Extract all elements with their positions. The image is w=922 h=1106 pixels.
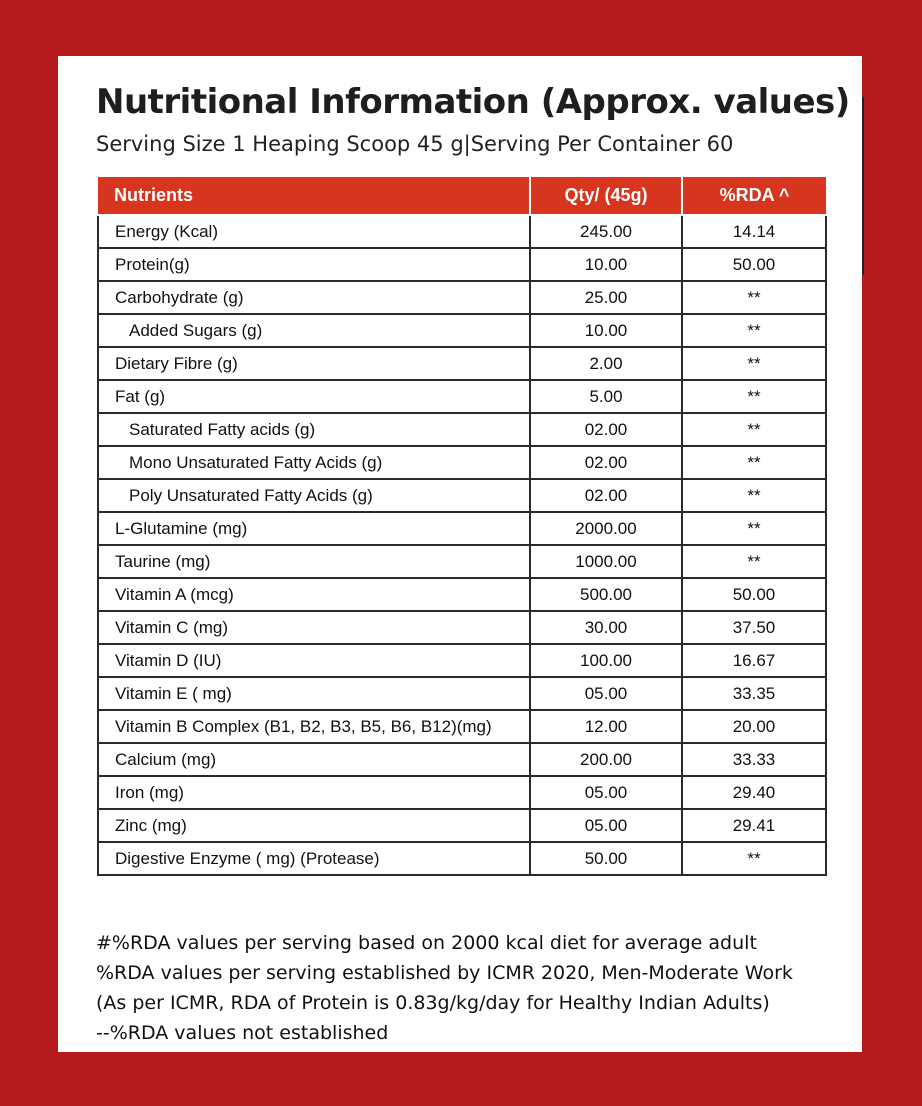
- nutrient-qty: 10.00: [530, 314, 682, 347]
- header-qty: Qty/ (45g): [530, 176, 682, 215]
- table-row: [98, 644, 826, 677]
- nutrient-name: Carbohydrate (g): [98, 281, 530, 314]
- nutrition-card: [58, 56, 862, 1052]
- nutrient-name: Calcium (mg): [98, 743, 530, 776]
- nutrient-name: Added Sugars (g): [98, 314, 530, 347]
- nutrient-name: Vitamin C (mg): [98, 611, 530, 644]
- serving-info: Serving Size 1 Heaping Scoop 45 g|Serving Per Container 60: [96, 132, 734, 156]
- nutrient-rda: 37.50: [682, 611, 826, 644]
- table-row: [98, 776, 826, 809]
- nutrient-qty: 500.00: [530, 578, 682, 611]
- nutrient-qty: 10.00: [530, 248, 682, 281]
- footnote-line: --%RDA values not established: [96, 1022, 389, 1044]
- table-row: [98, 380, 826, 413]
- nutrient-qty: 50.00: [530, 842, 682, 875]
- nutrient-rda: 29.40: [682, 776, 826, 809]
- nutrient-rda: **: [682, 347, 826, 380]
- nutrient-rda: **: [682, 281, 826, 314]
- table-row: [98, 215, 826, 248]
- nutrient-qty: 245.00: [530, 215, 682, 248]
- table-row: [98, 545, 826, 578]
- nutrient-rda: **: [682, 314, 826, 347]
- nutrient-name: Energy (Kcal): [98, 215, 530, 248]
- nutrient-qty: 100.00: [530, 644, 682, 677]
- nutrient-name: Digestive Enzyme ( mg) (Protease): [98, 842, 530, 875]
- nutrient-qty: 12.00: [530, 710, 682, 743]
- nutrient-qty: 02.00: [530, 479, 682, 512]
- nutrient-name: Iron (mg): [98, 776, 530, 809]
- nutrient-qty: 05.00: [530, 809, 682, 842]
- nutrient-qty: 1000.00: [530, 545, 682, 578]
- table-row: [98, 677, 826, 710]
- table-row: [98, 578, 826, 611]
- nutrient-name: Vitamin E ( mg): [98, 677, 530, 710]
- nutrient-name: Taurine (mg): [98, 545, 530, 578]
- nutrient-qty: 05.00: [530, 776, 682, 809]
- nutrient-qty: 2.00: [530, 347, 682, 380]
- nutrient-rda: 20.00: [682, 710, 826, 743]
- nutrient-name: Poly Unsaturated Fatty Acids (g): [98, 479, 530, 512]
- nutrient-name: Dietary Fibre (g): [98, 347, 530, 380]
- table-row: [98, 842, 826, 875]
- nutrient-rda: **: [682, 413, 826, 446]
- footnotes: [96, 928, 793, 1048]
- nutrient-rda: 50.00: [682, 248, 826, 281]
- table-row: [98, 611, 826, 644]
- nutrient-qty: 30.00: [530, 611, 682, 644]
- nutrient-name: Vitamin A (mcg): [98, 578, 530, 611]
- table-row: [98, 413, 826, 446]
- table-row: [98, 809, 826, 842]
- nutrient-rda: 33.33: [682, 743, 826, 776]
- nutrient-rda: 50.00: [682, 578, 826, 611]
- nutrient-name: Fat (g): [98, 380, 530, 413]
- table-body: [98, 215, 826, 875]
- nutrient-name: L-Glutamine (mg): [98, 512, 530, 545]
- table-row: [98, 479, 826, 512]
- nutrition-table: [97, 175, 827, 876]
- header-rda: %RDA ^: [682, 176, 826, 215]
- nutrient-rda: 14.14: [682, 215, 826, 248]
- footnote-line: #%RDA values per serving based on 2000 kcal diet for average adult: [96, 932, 757, 954]
- table-row: [98, 281, 826, 314]
- nutrient-name: Saturated Fatty acids (g): [98, 413, 530, 446]
- nutrient-qty: 02.00: [530, 446, 682, 479]
- nutrient-rda: 33.35: [682, 677, 826, 710]
- nutrient-rda: **: [682, 545, 826, 578]
- nutrient-rda: **: [682, 479, 826, 512]
- nutrient-qty: 25.00: [530, 281, 682, 314]
- header-nutrients: Nutrients: [98, 176, 530, 215]
- footnote-line: (As per ICMR, RDA of Protein is 0.83g/kg/day for Healthy Indian Adults): [96, 992, 770, 1014]
- nutrient-rda: 29.41: [682, 809, 826, 842]
- footnote-line: %RDA values per serving established by ICMR 2020, Men-Moderate Work: [96, 962, 793, 984]
- table-row: [98, 347, 826, 380]
- table-row: [98, 512, 826, 545]
- table-row: [98, 743, 826, 776]
- table-row: [98, 710, 826, 743]
- nutrient-rda: **: [682, 512, 826, 545]
- table-row: [98, 314, 826, 347]
- nutrient-name: Mono Unsaturated Fatty Acids (g): [98, 446, 530, 479]
- nutrient-qty: 2000.00: [530, 512, 682, 545]
- nutrient-rda: **: [682, 842, 826, 875]
- nutrient-name: Vitamin D (IU): [98, 644, 530, 677]
- nutrient-name: Zinc (mg): [98, 809, 530, 842]
- page-title: Nutritional Information (Approx. values): [96, 82, 850, 122]
- nutrient-name: Vitamin B Complex (B1, B2, B3, B5, B6, B12)(mg): [98, 710, 530, 743]
- nutrient-rda: **: [682, 446, 826, 479]
- nutrient-rda: 16.67: [682, 644, 826, 677]
- nutrient-name: Protein(g): [98, 248, 530, 281]
- nutrient-qty: 02.00: [530, 413, 682, 446]
- nutrient-qty: 200.00: [530, 743, 682, 776]
- nutrient-rda: **: [682, 380, 826, 413]
- nutrient-qty: 5.00: [530, 380, 682, 413]
- table-row: [98, 248, 826, 281]
- table-row: [98, 446, 826, 479]
- table-header-row: [98, 176, 826, 215]
- nutrient-qty: 05.00: [530, 677, 682, 710]
